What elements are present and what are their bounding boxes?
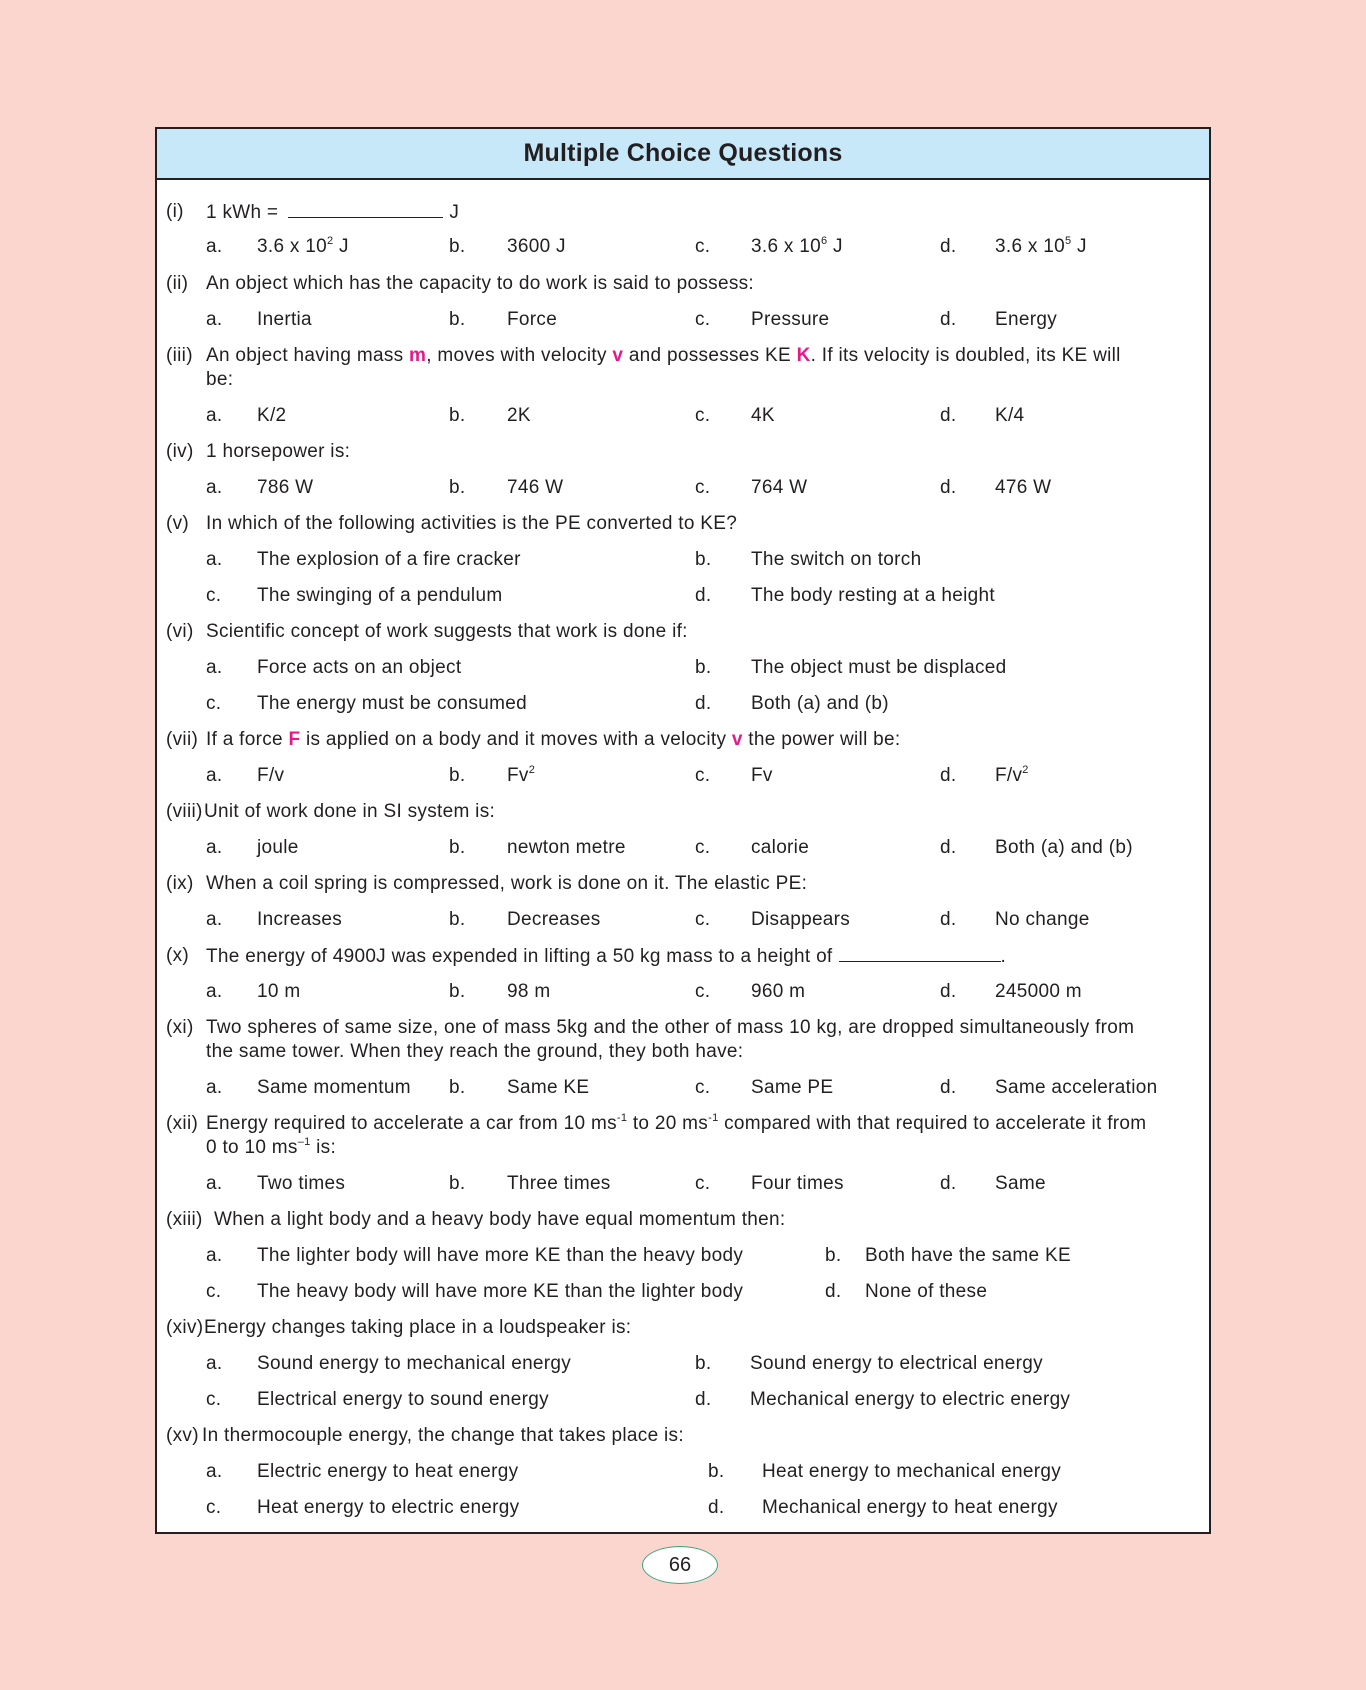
option-text xyxy=(762,1460,1061,1484)
option-text xyxy=(751,836,809,860)
option-text xyxy=(507,404,531,428)
option-label: d. xyxy=(940,309,957,330)
option-text-part: F/v xyxy=(995,765,1023,786)
option-text xyxy=(995,1172,1046,1196)
question-text-part: Energy required to accelerate a car from 10 ms xyxy=(206,1113,617,1134)
option-text-part: Fv xyxy=(507,765,529,786)
question-number: (iv) xyxy=(166,441,194,462)
highlight-variable: F xyxy=(288,729,301,750)
option-label: b. xyxy=(695,549,712,570)
option-label: a. xyxy=(206,1353,223,1374)
answer-blank xyxy=(288,200,443,218)
option-label: a. xyxy=(206,657,223,678)
option-text xyxy=(751,656,1007,680)
option-text-part: The body resting at a height xyxy=(751,585,995,606)
option-text xyxy=(995,908,1090,932)
question-text-part: The energy of 4900J was expended in lifting a 50 kg mass to a height of xyxy=(206,946,833,967)
option-text-part: Same KE xyxy=(507,1077,590,1098)
option-text xyxy=(995,404,1024,428)
option-label: b. xyxy=(449,981,466,1002)
question-text-part: Two spheres of same size, one of mass 5kg and the other of mass 10 kg, are dropped simultaneously from xyxy=(206,1017,1135,1038)
option-label: a. xyxy=(206,909,223,930)
option-text xyxy=(865,1244,1071,1268)
highlight-variable: m xyxy=(409,345,427,366)
option-label: a. xyxy=(206,1461,223,1482)
option-text-part: Mechanical energy to electric energy xyxy=(750,1389,1071,1410)
option-label: d. xyxy=(940,837,957,858)
option-text-part: joule xyxy=(257,837,299,858)
option-label: b. xyxy=(695,657,712,678)
superscript: -1 xyxy=(616,1111,628,1124)
option-text-part: 746 W xyxy=(507,477,564,498)
option-text-part: Electric energy to heat energy xyxy=(257,1461,519,1482)
question-text-part: An object which has the capacity to do work is said to possess: xyxy=(206,273,755,294)
question-text xyxy=(206,1112,1146,1136)
option-label: c. xyxy=(695,1173,711,1194)
option-text xyxy=(751,908,850,932)
question-stem-continued xyxy=(206,1136,336,1160)
option-text-part: Electrical energy to sound energy xyxy=(257,1389,549,1410)
option-label: a. xyxy=(206,837,223,858)
option-label: d. xyxy=(695,585,712,606)
option-text-part: Increases xyxy=(257,909,343,930)
option-label: d. xyxy=(940,405,957,426)
option-text-part: 3600 J xyxy=(507,236,566,257)
option-text xyxy=(762,1496,1058,1520)
question-text xyxy=(206,944,1006,969)
option-text-part: Heat energy to electric energy xyxy=(257,1497,520,1518)
option-text-part: 98 m xyxy=(507,981,551,1002)
option-label: a. xyxy=(206,1077,223,1098)
option-text-part: The energy must be consumed xyxy=(257,693,528,714)
option-text-part: Three times xyxy=(507,1173,611,1194)
option-text xyxy=(750,1352,1043,1376)
question-text-part: be: xyxy=(206,369,234,390)
option-text-part: Force xyxy=(507,309,558,330)
question-number: (xiv) xyxy=(166,1317,204,1338)
option-label: d. xyxy=(708,1497,725,1518)
option-label: b. xyxy=(449,837,466,858)
question-number: (xi) xyxy=(166,1017,194,1038)
question-text-part: to 20 ms xyxy=(627,1113,709,1134)
option-label: b. xyxy=(449,236,466,257)
option-text xyxy=(995,980,1082,1004)
option-label: c. xyxy=(206,585,222,606)
option-label: a. xyxy=(206,477,223,498)
option-text xyxy=(751,1172,844,1196)
option-label: d. xyxy=(940,981,957,1002)
option-label: b. xyxy=(449,1077,466,1098)
superscript: 5 xyxy=(1065,234,1072,247)
question-text xyxy=(206,440,350,464)
question-number: (x) xyxy=(166,945,190,966)
option-text-part: 3.6 x 10 xyxy=(995,236,1066,257)
option-text xyxy=(751,1076,833,1100)
option-text-part: Energy xyxy=(995,309,1058,330)
option-text-part: 2K xyxy=(507,405,531,426)
question-stem-continued xyxy=(206,1040,743,1064)
option-label: c. xyxy=(695,309,711,330)
option-text xyxy=(507,1076,589,1100)
question-text xyxy=(206,200,459,225)
option-text xyxy=(751,980,805,1004)
question-number: (vii) xyxy=(166,729,199,750)
option-text xyxy=(257,1172,345,1196)
option-label: a. xyxy=(206,765,223,786)
option-text-part: No change xyxy=(995,909,1090,930)
option-text xyxy=(751,548,921,572)
option-text xyxy=(751,764,773,788)
option-label: b. xyxy=(695,1353,712,1374)
option-label: c. xyxy=(206,1281,222,1302)
option-label: c. xyxy=(695,837,711,858)
option-text-part: newton metre xyxy=(507,837,626,858)
option-label: b. xyxy=(449,405,466,426)
question-number: (ii) xyxy=(166,273,189,294)
question-text-part: If a force xyxy=(206,729,289,750)
option-text-part: calorie xyxy=(751,837,810,858)
question-text-part: An object having mass xyxy=(206,345,410,366)
option-label: d. xyxy=(940,1077,957,1098)
question-text xyxy=(206,512,737,536)
question-text-part: Unit of work done in SI system is: xyxy=(204,801,496,822)
option-text-part: Pressure xyxy=(751,309,830,330)
question-text-part: the same tower. When they reach the ground, they both have: xyxy=(206,1041,744,1062)
question-text-part: Energy changes taking place in a loudspeaker is: xyxy=(204,1317,632,1338)
question-text-part: is: xyxy=(310,1137,337,1158)
option-text xyxy=(995,308,1057,332)
option-text xyxy=(507,308,557,332)
question-text-part: the power will be: xyxy=(742,729,901,750)
question-text xyxy=(202,1424,684,1448)
option-text-part: Decreases xyxy=(507,909,601,930)
option-label: a. xyxy=(206,405,223,426)
question-number: (viii) xyxy=(166,801,203,822)
superscript: 2 xyxy=(1022,763,1029,776)
option-text xyxy=(507,764,535,788)
question-text xyxy=(204,1316,631,1340)
option-text xyxy=(257,656,461,680)
question-text xyxy=(204,800,495,824)
option-text-part: The switch on torch xyxy=(751,549,922,570)
option-text xyxy=(257,404,286,428)
option-label: c. xyxy=(695,1077,711,1098)
option-label: b. xyxy=(449,1173,466,1194)
option-label: c. xyxy=(206,693,222,714)
question-text-part: When a coil spring is compressed, work is done on it. The elastic PE: xyxy=(206,873,808,894)
option-label: c. xyxy=(695,236,711,257)
question-number: (i) xyxy=(166,201,184,222)
question-text-part: In which of the following activities is the PE converted to KE? xyxy=(206,513,738,534)
option-text xyxy=(257,980,300,1004)
question-text xyxy=(206,344,1121,368)
question-text-part: In thermocouple energy, the change that takes place is: xyxy=(202,1425,684,1446)
option-text-part: 3.6 x 10 xyxy=(257,236,328,257)
option-text xyxy=(751,584,995,608)
option-label: a. xyxy=(206,1245,223,1266)
option-text-part: J xyxy=(827,236,843,257)
question-text xyxy=(206,272,754,296)
option-text xyxy=(751,308,829,332)
option-label: a. xyxy=(206,1173,223,1194)
option-text xyxy=(257,1352,571,1376)
option-text-part: 786 W xyxy=(257,477,314,498)
option-text xyxy=(257,836,299,860)
option-text xyxy=(257,1496,519,1520)
question-text-part: . xyxy=(1000,946,1007,967)
option-text-part: Both have the same KE xyxy=(865,1245,1071,1266)
option-text xyxy=(507,476,563,500)
option-label: d. xyxy=(940,909,957,930)
option-text-part: Both (a) and (b) xyxy=(995,837,1133,858)
question-text xyxy=(214,1208,785,1232)
option-text-part: F/v xyxy=(257,765,285,786)
option-text-part: Same xyxy=(995,1173,1046,1194)
option-label: a. xyxy=(206,236,223,257)
page-number: 66 xyxy=(668,1553,692,1576)
highlight-variable: K xyxy=(796,345,811,366)
option-text xyxy=(257,1388,549,1412)
option-text xyxy=(507,980,550,1004)
option-text xyxy=(257,308,312,332)
question-text-part: and possesses KE xyxy=(623,345,797,366)
option-text xyxy=(257,476,313,500)
option-text xyxy=(751,404,775,428)
option-text xyxy=(257,1076,411,1100)
option-label: d. xyxy=(695,693,712,714)
option-label: c. xyxy=(695,477,711,498)
question-number: (vi) xyxy=(166,621,194,642)
question-text-part: When a light body and a heavy body have equal momentum then: xyxy=(214,1209,786,1230)
question-text-part: compared with that required to accelerate it from xyxy=(718,1113,1147,1134)
option-text-part: The explosion of a fire cracker xyxy=(257,549,521,570)
option-text-part: Sound energy to mechanical energy xyxy=(257,1353,572,1374)
option-text-part: 764 W xyxy=(751,477,808,498)
option-text xyxy=(257,584,502,608)
option-text-part: 476 W xyxy=(995,477,1052,498)
option-label: a. xyxy=(206,549,223,570)
option-label: d. xyxy=(825,1281,842,1302)
superscript: –1 xyxy=(297,1135,311,1148)
option-text xyxy=(995,836,1133,860)
question-number: (v) xyxy=(166,513,190,534)
superscript: 6 xyxy=(821,234,828,247)
question-number: (ix) xyxy=(166,873,194,894)
option-label: d. xyxy=(940,1173,957,1194)
question-text-part: J xyxy=(449,202,460,223)
option-text-part: Same PE xyxy=(751,1077,834,1098)
option-text xyxy=(507,908,601,932)
option-text xyxy=(257,692,527,716)
option-text xyxy=(751,692,889,716)
option-label: d. xyxy=(940,236,957,257)
question-text xyxy=(206,1016,1134,1040)
option-label: d. xyxy=(940,765,957,786)
option-text xyxy=(257,1460,518,1484)
option-text-part: The lighter body will have more KE than the heavy body xyxy=(257,1245,744,1266)
option-text-part: 960 m xyxy=(751,981,806,1002)
option-label: d. xyxy=(695,1389,712,1410)
option-text-part: 4K xyxy=(751,405,775,426)
option-text xyxy=(507,235,566,259)
option-label: c. xyxy=(695,909,711,930)
option-text xyxy=(507,836,626,860)
option-text-part: J xyxy=(1071,236,1087,257)
option-text xyxy=(995,1076,1157,1100)
highlight-variable: v xyxy=(612,345,624,366)
option-text xyxy=(865,1280,987,1304)
option-label: a. xyxy=(206,309,223,330)
highlight-variable: v xyxy=(731,729,743,750)
option-text xyxy=(751,476,807,500)
option-text-part: Sound energy to electrical energy xyxy=(750,1353,1043,1374)
option-text-part: Fv xyxy=(751,765,773,786)
option-text xyxy=(257,1280,743,1304)
page-number-badge xyxy=(642,1546,718,1584)
option-text-part: 245000 m xyxy=(995,981,1082,1002)
question-number: (xii) xyxy=(166,1113,199,1134)
option-text xyxy=(750,1388,1070,1412)
option-text-part: Disappears xyxy=(751,909,851,930)
question-text-part: , moves with velocity xyxy=(426,345,613,366)
option-label: b. xyxy=(708,1461,725,1482)
option-label: c. xyxy=(695,981,711,1002)
option-label: c. xyxy=(206,1497,222,1518)
option-label: a. xyxy=(206,981,223,1002)
option-text-part: Same acceleration xyxy=(995,1077,1158,1098)
option-text-part: Two times xyxy=(257,1173,346,1194)
option-text xyxy=(751,235,843,259)
superscript: 2 xyxy=(327,234,334,247)
option-text-part: J xyxy=(333,236,349,257)
option-label: c. xyxy=(695,765,711,786)
question-text-part: 1 kWh = xyxy=(206,202,279,223)
answer-blank xyxy=(839,944,1001,962)
option-text-part: The swinging of a pendulum xyxy=(257,585,503,606)
question-text xyxy=(206,872,807,896)
superscript: -1 xyxy=(708,1111,719,1124)
option-text-part: Heat energy to mechanical energy xyxy=(762,1461,1061,1482)
question-text xyxy=(206,728,901,752)
question-number: (xiii) xyxy=(166,1209,203,1230)
option-text xyxy=(257,764,284,788)
option-label: d. xyxy=(940,477,957,498)
option-text xyxy=(995,235,1087,259)
option-text-part: Four times xyxy=(751,1173,844,1194)
question-text xyxy=(206,620,688,644)
option-text xyxy=(507,1172,611,1196)
option-label: c. xyxy=(206,1389,222,1410)
question-text-part: is applied on a body and it moves with a velocity xyxy=(300,729,732,750)
question-number: (xv) xyxy=(166,1425,199,1446)
option-text xyxy=(995,476,1051,500)
option-text-part: None of these xyxy=(865,1281,988,1302)
question-text-part: 1 horsepower is: xyxy=(206,441,351,462)
option-text-part: K/4 xyxy=(995,405,1025,426)
question-text-part: . If its velocity is doubled, its KE will xyxy=(810,345,1121,366)
option-text xyxy=(995,764,1029,788)
section-title: Multiple Choice Questions xyxy=(523,139,843,167)
option-text xyxy=(257,548,521,572)
option-text-part: Same momentum xyxy=(257,1077,411,1098)
option-text-part: Both (a) and (b) xyxy=(751,693,889,714)
question-stem-continued xyxy=(206,368,233,392)
question-number: (iii) xyxy=(166,345,193,366)
option-text-part: 3.6 x 10 xyxy=(751,236,822,257)
question-text-part: 0 to 10 ms xyxy=(206,1137,298,1158)
option-text xyxy=(257,908,342,932)
option-text-part: Force acts on an object xyxy=(257,657,462,678)
option-label: b. xyxy=(449,765,466,786)
option-label: b. xyxy=(449,477,466,498)
option-text xyxy=(257,235,349,259)
option-text-part: K/2 xyxy=(257,405,287,426)
section-header xyxy=(157,129,1209,180)
option-text-part: Mechanical energy to heat energy xyxy=(762,1497,1058,1518)
question-text-part: Scientific concept of work suggests that work is done if: xyxy=(206,621,688,642)
superscript: 2 xyxy=(528,763,536,776)
option-text-part: The object must be displaced xyxy=(751,657,1007,678)
option-text-part: The heavy body will have more KE than the lighter body xyxy=(257,1281,744,1302)
option-label: c. xyxy=(695,405,711,426)
option-text xyxy=(257,1244,743,1268)
option-label: b. xyxy=(825,1245,842,1266)
option-label: b. xyxy=(449,309,466,330)
option-label: b. xyxy=(449,909,466,930)
option-text-part: 10 m xyxy=(257,981,301,1002)
option-text-part: Inertia xyxy=(257,309,312,330)
